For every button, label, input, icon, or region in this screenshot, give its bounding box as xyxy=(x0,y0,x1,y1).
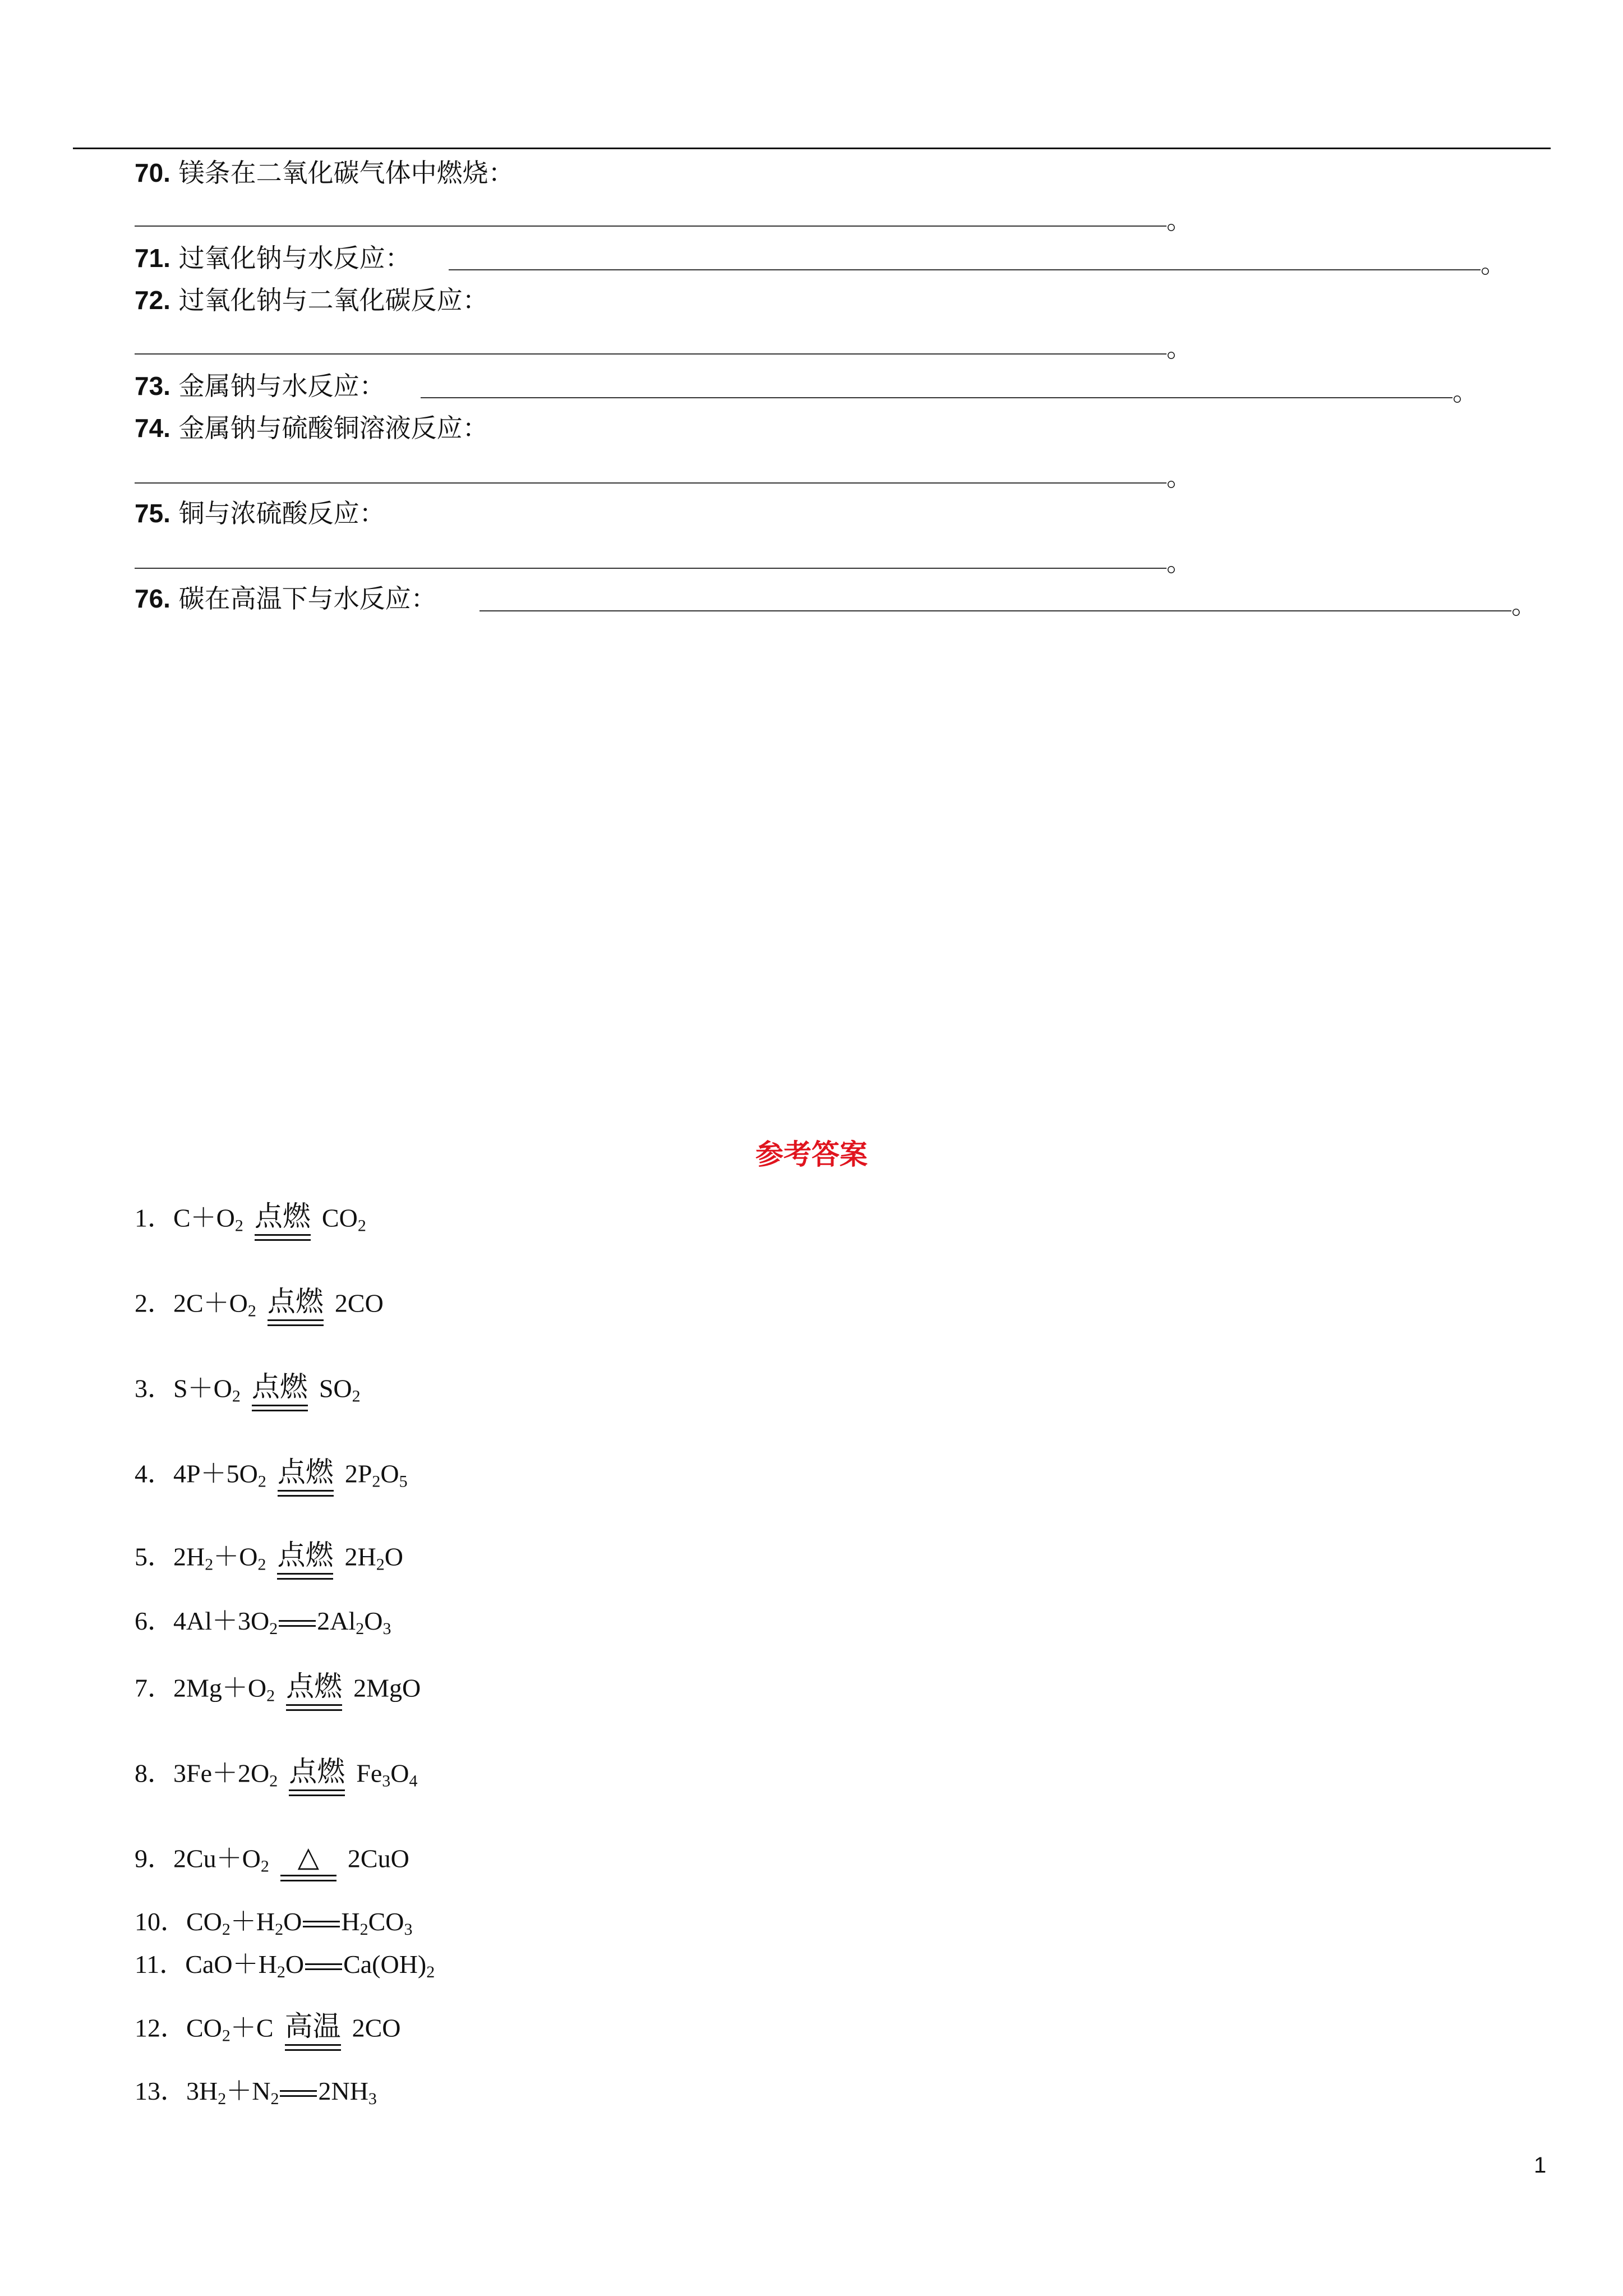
question-text: 过氧化钠与水反应： xyxy=(178,243,411,273)
answer-13: 13．$3H_2+N_2$ $2NH_3$ xyxy=(135,2077,377,2108)
question-number: 71. xyxy=(135,243,170,273)
header-rule xyxy=(73,148,1551,149)
condition-arrow xyxy=(285,2010,341,2051)
answers-title: 参考答案 xyxy=(755,1138,868,1171)
answer-8: 8．$3Fe+2O_2$ 点燃 $Fe_3O_4$ xyxy=(135,1756,417,1797)
period-mark: 。 xyxy=(1166,462,1192,492)
question-number: 70. xyxy=(135,158,170,187)
question-number: 72. xyxy=(135,286,170,315)
question-text: 铜与浓硫酸反应： xyxy=(178,498,385,528)
double-line-icon xyxy=(278,1490,334,1497)
double-line-icon xyxy=(268,1319,324,1326)
condition-arrow xyxy=(268,1286,324,1326)
question-text: 碳在高温下与水反应： xyxy=(178,583,437,614)
answer-3: 3．$S+O_2$ 点燃 $SO_2$ xyxy=(135,1371,361,1412)
answer-blank-75[interactable] xyxy=(135,568,1166,569)
question-number: 76. xyxy=(135,584,170,613)
answer-2: 2．$2C+O_2$ 点燃 2CO xyxy=(135,1286,384,1327)
condition-heat: △ xyxy=(297,1841,320,1873)
question-70 xyxy=(135,156,514,190)
question-76 xyxy=(135,582,437,615)
condition-arrow xyxy=(277,1539,333,1580)
condition-ignite: 点燃 xyxy=(251,1370,308,1403)
period-mark: 。 xyxy=(1166,547,1192,577)
double-line-icon xyxy=(285,2044,341,2051)
answer-5: 5．$2H_2+O_2$ 点燃 $2H_2O$ xyxy=(135,1539,403,1581)
condition-arrow xyxy=(278,1456,334,1497)
answer-7: 7．$2Mg+O_2$ 点燃 2MgO xyxy=(135,1671,421,1712)
question-73 xyxy=(135,369,385,403)
answer-blank-72[interactable] xyxy=(135,353,1166,355)
answer-11: 11．$CaO+H_2O$ $Ca(OH)_2$ xyxy=(135,1950,435,1981)
question-74 xyxy=(135,411,488,445)
question-number: 75. xyxy=(135,499,170,528)
condition-arrow xyxy=(280,1841,336,1881)
period-mark: 。 xyxy=(1511,590,1537,620)
question-72 xyxy=(135,283,488,317)
question-number: 73. xyxy=(135,371,170,401)
question-75 xyxy=(135,496,385,530)
condition-arrow xyxy=(286,1671,342,1711)
condition-ignite: 点燃 xyxy=(267,1285,324,1318)
answer-9: 9．$2Cu+O_2$ △ 2CuO xyxy=(135,1841,409,1883)
answer-blank-71[interactable] xyxy=(449,269,1481,270)
answer-blank-76[interactable] xyxy=(479,610,1511,611)
question-number: 74. xyxy=(135,413,170,443)
period-mark: 。 xyxy=(1453,376,1478,407)
answer-blank-73[interactable] xyxy=(421,397,1453,398)
answer-1: 1．$C+O_2$ 点燃 $CO_2$ xyxy=(135,1200,366,1242)
double-line-icon xyxy=(303,1921,340,1927)
question-text: 镁条在二氧化碳气体中燃烧： xyxy=(178,158,514,188)
period-mark: 。 xyxy=(1166,205,1192,235)
condition-arrow xyxy=(255,1200,311,1241)
answer-12: 12．$CO_2+C$ 高温 2CO xyxy=(135,2010,401,2052)
answer-4: 4．$4P+5O_2$ 点燃 $2P_2O_5$ xyxy=(135,1456,408,1498)
double-line-icon xyxy=(279,1620,316,1627)
question-71 xyxy=(135,241,411,275)
condition-ignite: 点燃 xyxy=(286,1670,343,1703)
double-line-icon xyxy=(286,1704,342,1711)
answer-10: 10．$CO_2+H_2O$ $H_2CO_3$ xyxy=(135,1907,413,1939)
condition-ignite: 点燃 xyxy=(277,1456,334,1488)
condition-arrow xyxy=(289,1756,345,1796)
double-line-icon xyxy=(255,1234,311,1241)
condition-ignite: 点燃 xyxy=(277,1539,334,1571)
double-line-icon xyxy=(305,1963,342,1970)
page-number: 1 xyxy=(1534,2153,1547,2178)
double-line-icon xyxy=(280,2090,317,2097)
question-text: 金属钠与水反应： xyxy=(178,371,385,401)
answer-blank-74[interactable] xyxy=(135,482,1166,484)
double-line-icon xyxy=(289,1789,345,1796)
condition-arrow xyxy=(252,1371,308,1411)
period-mark: 。 xyxy=(1166,333,1192,363)
double-line-icon xyxy=(252,1405,308,1411)
condition-ignite: 点燃 xyxy=(289,1755,345,1788)
double-line-icon xyxy=(277,1573,333,1580)
answer-6: 6．$4Al+3O_2$ $2Al_2O_3$ xyxy=(135,1607,391,1638)
question-text: 金属钠与硫酸铜溶液反应： xyxy=(178,413,488,443)
answer-blank-70[interactable] xyxy=(135,226,1166,227)
condition-high-temp: 高温 xyxy=(284,2010,341,2042)
question-text: 过氧化钠与二氧化碳反应： xyxy=(178,285,488,315)
condition-ignite: 点燃 xyxy=(254,1200,311,1232)
double-line-icon xyxy=(280,1875,336,1881)
period-mark: 。 xyxy=(1481,249,1506,279)
